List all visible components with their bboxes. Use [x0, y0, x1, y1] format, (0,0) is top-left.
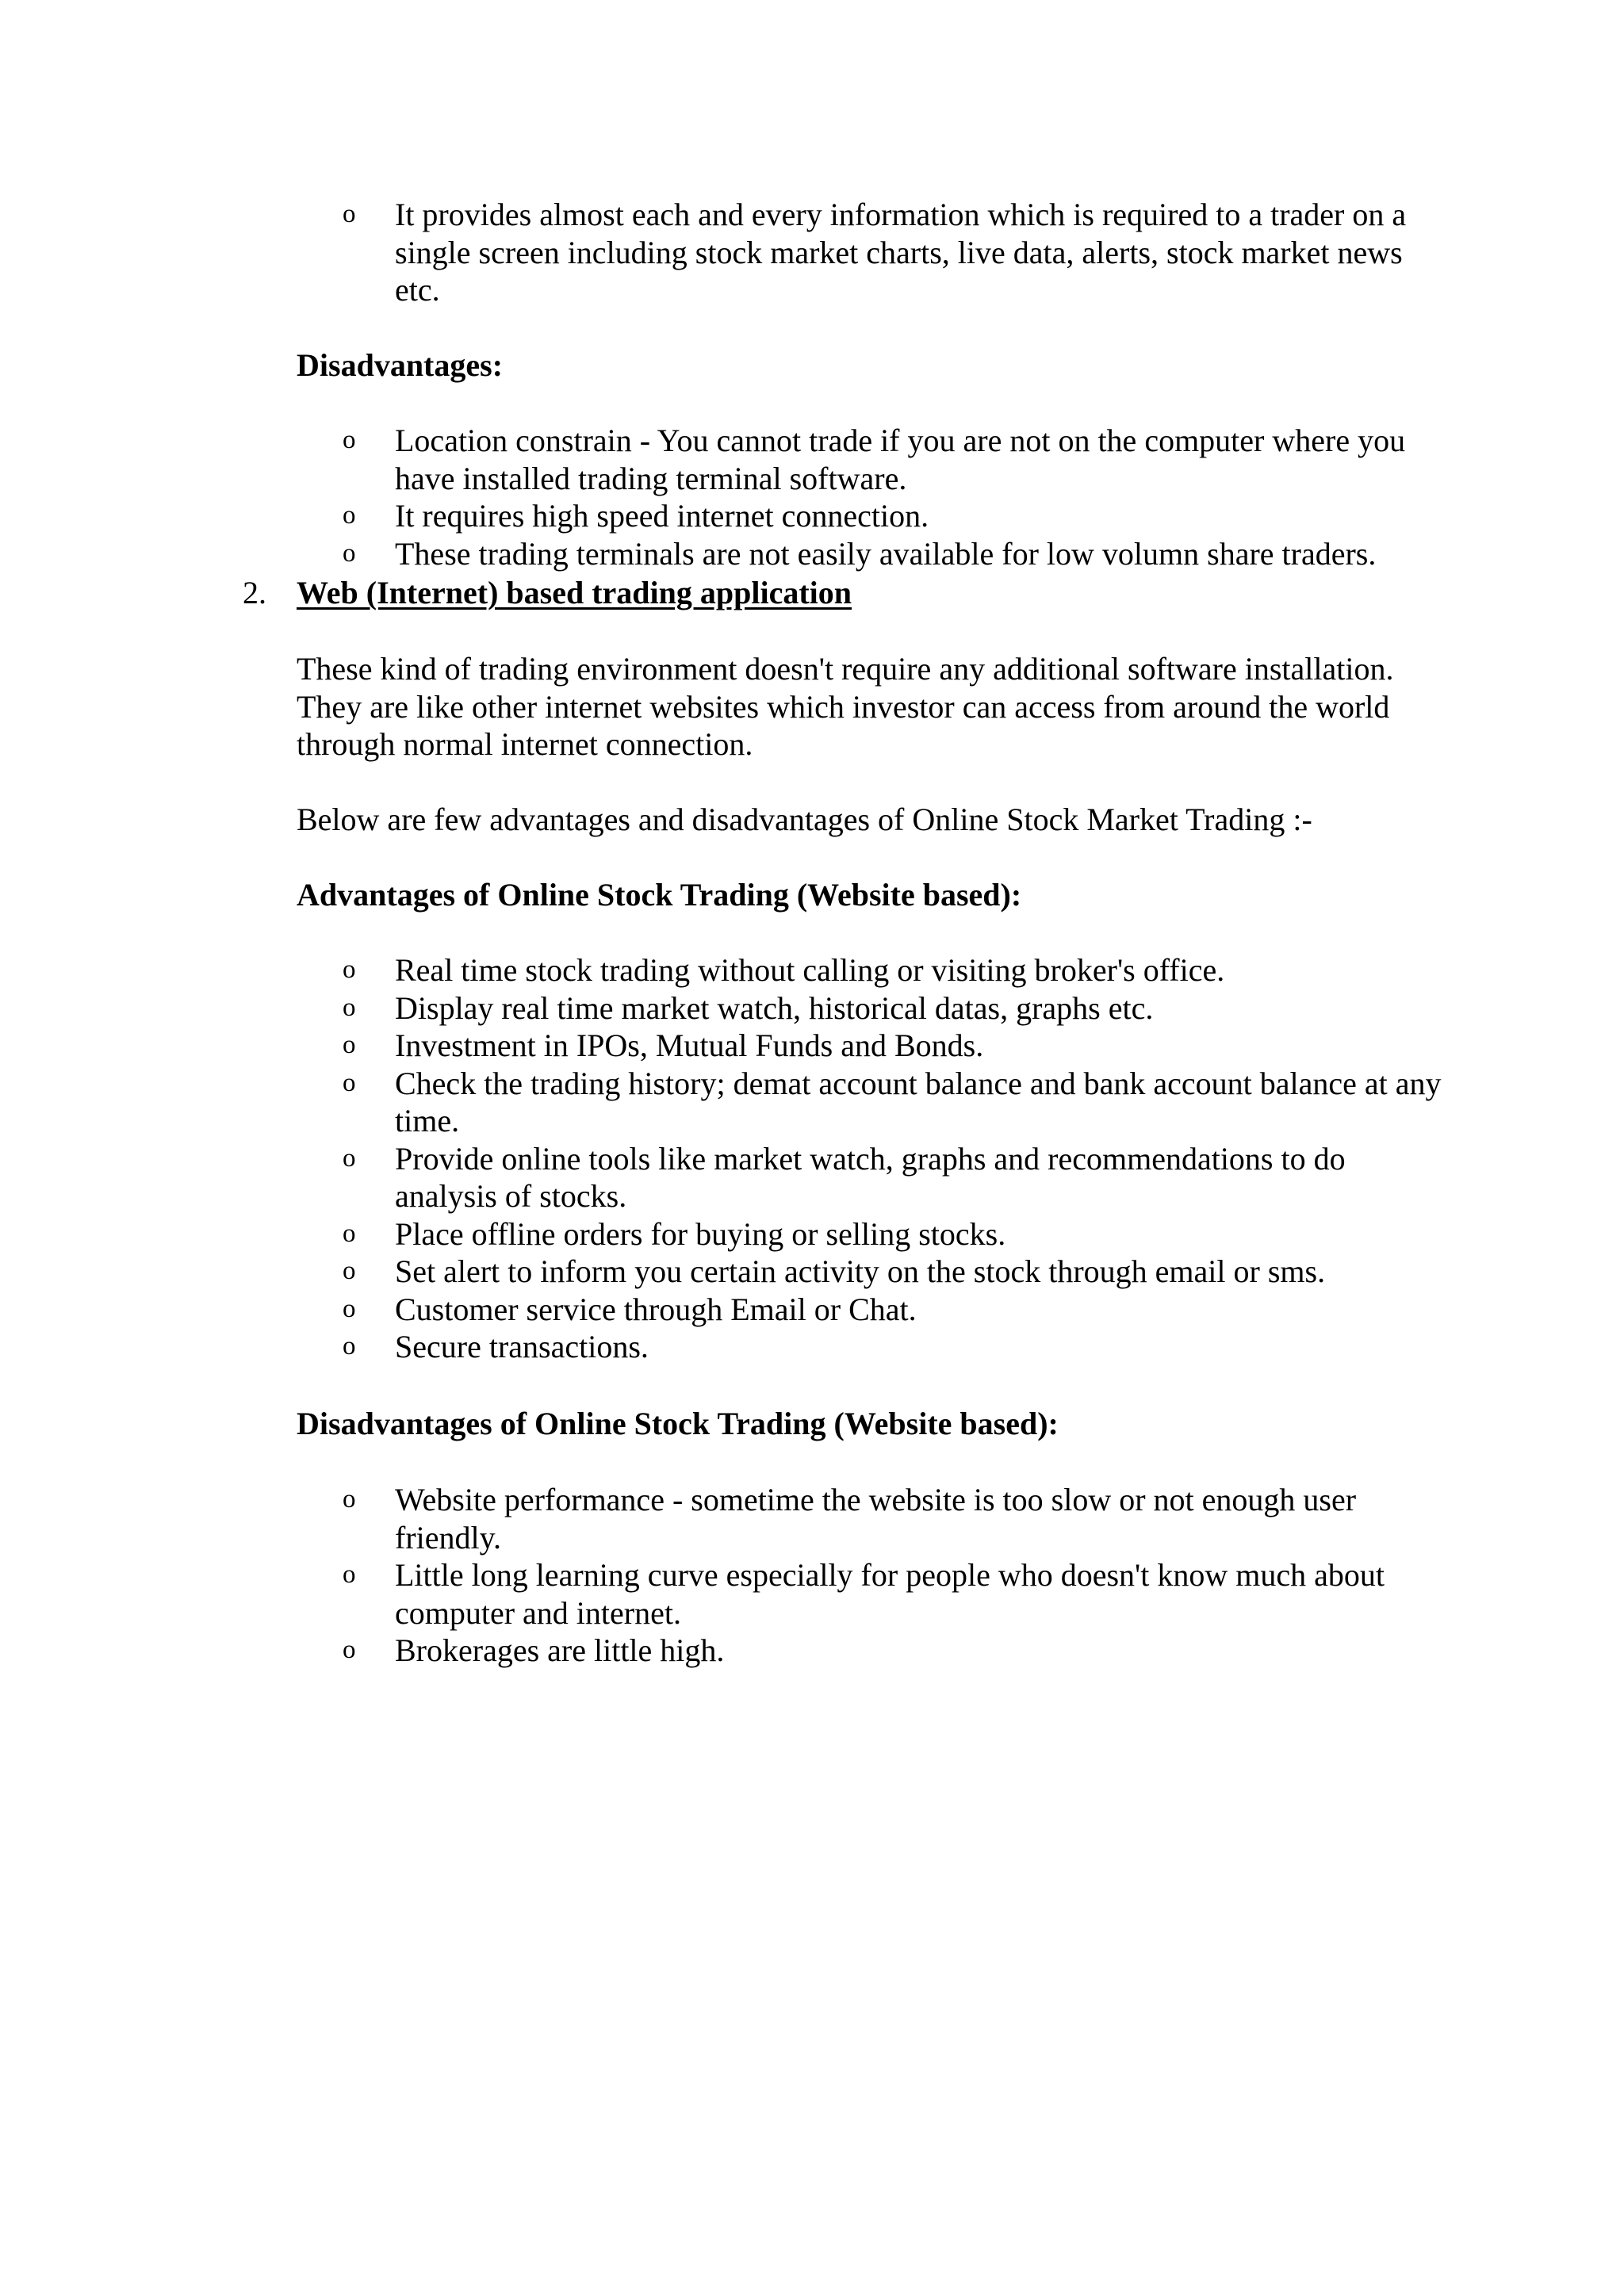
- list-item-text: Little long learning curve especially for people who doesn't know much about computer and internet.: [395, 1557, 1385, 1631]
- bullet-marker: o: [343, 1143, 356, 1173]
- bullet-marker: o: [343, 1294, 356, 1323]
- list-item: [343, 1027, 1442, 1065]
- list-item: [343, 1556, 1442, 1632]
- list-item: [343, 422, 1442, 497]
- web-disadvantages-heading: Disadvantages of Online Stock Trading (Website based):: [297, 1406, 1059, 1441]
- list-item: [343, 1215, 1442, 1253]
- list-item: [343, 1481, 1442, 1556]
- section-2-heading: [243, 574, 852, 612]
- bullet-marker: o: [343, 1068, 356, 1097]
- section-2-intro-paragraph: These kind of trading environment doesn't require any additional software installation. They are like other internet websites which investor can access from around the world through normal internet connection.: [297, 651, 1394, 762]
- bullet-marker: o: [343, 955, 356, 984]
- list-item: [343, 1632, 1442, 1670]
- bullet-marker: o: [343, 1485, 356, 1513]
- list-item-text: Real time stock trading without calling or visiting broker's office.: [395, 952, 1225, 988]
- list-item: [343, 1291, 1442, 1329]
- list-item: [343, 1253, 1442, 1291]
- bullet-marker: o: [343, 1332, 356, 1360]
- terminal-disadvantages-heading: Disadvantages:: [297, 347, 504, 383]
- bullet-marker: o: [343, 538, 356, 568]
- list-item-text: Investment in IPOs, Mutual Funds and Bonds.: [395, 1027, 984, 1063]
- bullet-marker: o: [343, 426, 356, 454]
- bullet-marker: o: [343, 1219, 356, 1248]
- list-item: [343, 535, 1442, 573]
- bullet-marker: o: [343, 1257, 356, 1285]
- bullet-marker: o: [343, 200, 356, 228]
- list-item: [343, 989, 1442, 1027]
- bullet-marker: o: [343, 1636, 356, 1664]
- bullet-marker: o: [343, 1031, 356, 1059]
- list-item-text: Location constrain - You cannot trade if you are not on the computer where you have installed trading terminal software.: [395, 423, 1406, 496]
- section-number: 2.: [243, 575, 266, 610]
- list-item-text: Secure transactions.: [395, 1329, 649, 1364]
- list-item-text: Provide online tools like market watch, graphs and recommendations to do analysis of stocks.: [395, 1140, 1346, 1214]
- list-item-text: Set alert to inform you certain activity on the stock through email or sms.: [395, 1253, 1326, 1289]
- section-2-summary-paragraph: Below are few advantages and disadvantages of Online Stock Market Trading :-: [297, 802, 1312, 837]
- web-disadvantages-list: [343, 1481, 1442, 1670]
- bullet-marker: o: [343, 1560, 356, 1589]
- list-item-text: Place offline orders for buying or selling stocks.: [395, 1215, 1006, 1252]
- list-item: [343, 196, 1442, 309]
- list-item-text: It provides almost each and every information which is required to a trader on a single screen including stock market charts, live data, alerts, stock market news etc.: [395, 197, 1407, 308]
- list-item-text: Customer service through Email or Chat.: [395, 1291, 917, 1327]
- bullet-marker: o: [343, 993, 356, 1022]
- terminal-disadvantages-list: [343, 422, 1442, 572]
- list-item-text: Check the trading history; demat account balance and bank account balance at any time.: [395, 1065, 1442, 1138]
- list-item: [343, 1328, 1442, 1366]
- list-item: [343, 1065, 1442, 1140]
- list-item-text: It requires high speed internet connection.: [395, 498, 929, 534]
- list-item-text: These trading terminals are not easily available for low volumn share traders.: [395, 535, 1377, 572]
- section-title: Web (Internet) based trading application: [297, 575, 852, 610]
- web-advantages-list: [343, 951, 1442, 1366]
- list-item-text: Website performance - sometime the website is too slow or not enough user friendly.: [395, 1482, 1357, 1556]
- bullet-marker: o: [343, 501, 356, 530]
- list-item: [343, 497, 1442, 535]
- web-advantages-heading: Advantages of Online Stock Trading (Website based):: [297, 877, 1022, 913]
- list-item-text: Display real time market watch, historical datas, graphs etc.: [395, 989, 1154, 1026]
- list-item: [343, 1140, 1442, 1215]
- list-item-text: Brokerages are little high.: [395, 1632, 725, 1668]
- terminal-advantages-list: [343, 196, 1442, 309]
- list-item: [343, 951, 1442, 989]
